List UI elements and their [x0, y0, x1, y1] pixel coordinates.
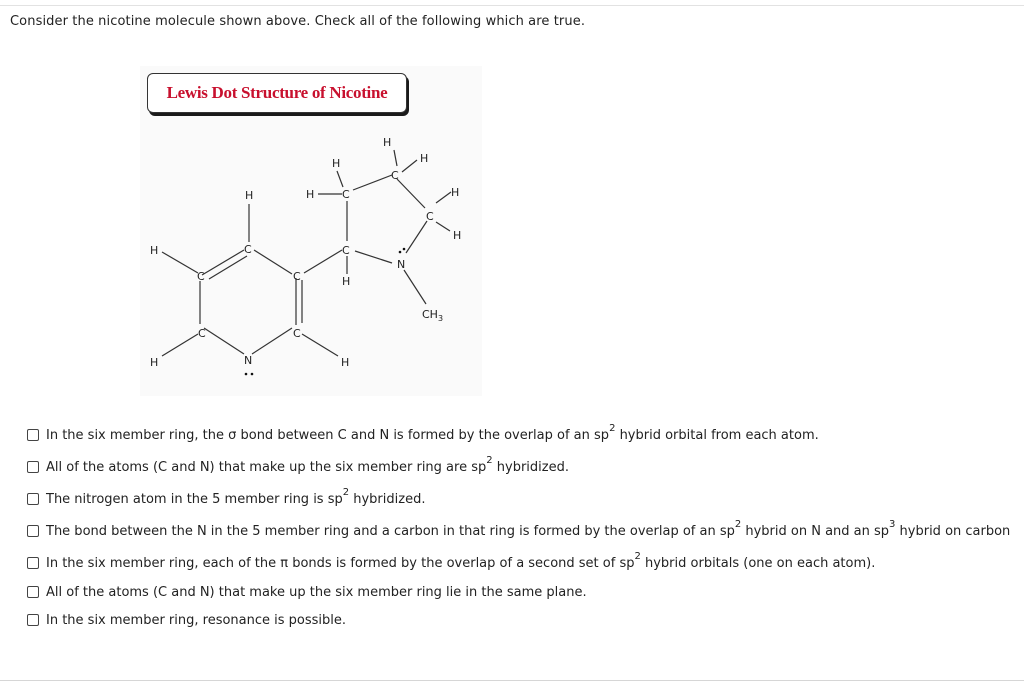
bond-c5-cpyr	[304, 250, 342, 273]
option-text-part: The bond between the N in the 5 member ring and a carbon in that ring is formed by the overlap of an sp	[46, 523, 735, 539]
bottom-divider	[0, 680, 1024, 681]
checkbox[interactable]	[27, 461, 39, 473]
atom-h-cpyr: H	[342, 275, 351, 288]
atom-h-c3: H	[150, 356, 159, 369]
option-sup: 2	[634, 551, 641, 563]
option-6[interactable]	[27, 581, 587, 603]
option-2[interactable]	[27, 456, 569, 478]
bond-c-h3	[436, 192, 451, 203]
atom-c2: C	[197, 270, 205, 283]
question-prompt: Consider the nicotine molecule shown above. Check all of the following which are true.	[10, 14, 586, 29]
atom-h-right-top: H	[451, 186, 460, 199]
option-sup: 3	[889, 519, 896, 531]
option-text	[46, 487, 426, 507]
nicotine-structure-diagram	[140, 66, 482, 396]
checkbox[interactable]	[27, 614, 39, 626]
bond-c-n5	[406, 221, 427, 253]
lone-pair-dot	[245, 373, 248, 376]
option-text-part: hybrid orbital from each atom.	[615, 427, 819, 443]
option-text-part: hybridized.	[349, 491, 426, 507]
option-1[interactable]	[27, 424, 819, 446]
bond-c3-h	[162, 334, 198, 356]
option-text	[46, 455, 569, 475]
atom-h-c2: H	[150, 244, 159, 257]
atom-h-apex-right: H	[420, 152, 429, 165]
lone-pair-dot	[399, 251, 402, 254]
option-text	[46, 423, 819, 443]
atom-h-right-bottom: H	[453, 229, 462, 242]
option-7[interactable]	[27, 609, 346, 631]
option-sup: 2	[486, 455, 493, 467]
top-divider	[0, 5, 1024, 6]
option-text	[46, 519, 1011, 539]
atom-h-top: H	[332, 157, 341, 170]
bond-c-cring	[353, 175, 392, 190]
option-sup: 2	[342, 487, 350, 499]
option-text-part: The nitrogen atom in the 5 member ring is sp	[46, 491, 343, 507]
atom-c3: C	[198, 327, 206, 340]
option-5[interactable]	[27, 552, 875, 574]
atom-c6: C	[244, 243, 252, 256]
figure-title-box	[147, 73, 407, 113]
atom-c-right: C	[426, 210, 434, 223]
checkbox[interactable]	[27, 525, 39, 537]
atom-c-apex: C	[391, 169, 399, 182]
option-3[interactable]	[27, 488, 425, 510]
lone-pair-dot	[403, 248, 406, 251]
option-text-part: All of the atoms (C and N) that make up the six member ring are sp	[46, 459, 487, 475]
figure-title: Lewis Dot Structure of Nicotine	[166, 83, 388, 102]
bond-c4-h	[302, 334, 338, 356]
option-text	[46, 551, 876, 571]
lone-pair-dot	[251, 373, 254, 376]
option-text-part: In the six member ring, each of the π bonds is formed by the overlap of a second set of sp	[46, 555, 635, 571]
atom-n-ring6: N	[244, 354, 253, 367]
atom-c4: C	[293, 327, 301, 340]
bond-c3-n	[204, 328, 244, 354]
bond-n-c4	[252, 328, 292, 354]
bond-c-h-top	[337, 171, 343, 187]
atom-methyl	[422, 308, 443, 323]
atom-h-apex: H	[383, 136, 392, 149]
bond-c5-c6	[254, 250, 292, 274]
checkbox[interactable]	[27, 586, 39, 598]
atom-n-ring5: N	[397, 258, 406, 271]
option-4[interactable]	[27, 520, 1010, 542]
atom-h-c6: H	[245, 189, 254, 202]
option-text: All of the atoms (C and N) that make up the six member ring lie in the same plane.	[46, 584, 587, 600]
methyl-subscript: 3	[437, 314, 444, 323]
atom-c5: C	[293, 270, 301, 283]
checkbox[interactable]	[27, 493, 39, 505]
bond-cring-c	[397, 179, 425, 208]
checkbox[interactable]	[27, 429, 39, 441]
option-sup: 2	[609, 423, 616, 435]
nicotine-figure	[140, 66, 482, 396]
atom-h-left: H	[306, 188, 315, 201]
bond-cpyr-n5	[355, 251, 392, 263]
methyl-main: CH	[422, 308, 438, 321]
bond-cring-h2	[402, 160, 417, 172]
atom-c-ch: C	[342, 188, 350, 201]
option-text: In the six member ring, resonance is possible.	[46, 612, 347, 628]
bond-n5-ch3	[404, 270, 426, 304]
option-text-part: hybrid on N and an sp	[741, 523, 890, 539]
atom-c-pyr: C	[342, 244, 350, 257]
option-text-part: hybrid on carbon	[895, 523, 1011, 539]
atom-h-c4: H	[341, 356, 350, 369]
option-text-part: In the six member ring, the σ bond between C and N is formed by the overlap of an sp	[46, 427, 610, 443]
option-text-part: hybrid orbitals (one on each atom).	[640, 555, 876, 571]
bond-c2-h	[162, 252, 198, 273]
bond-n1-c2	[202, 250, 244, 275]
checkbox[interactable]	[27, 557, 39, 569]
option-sup: 2	[734, 519, 742, 531]
option-text-part: hybridized.	[492, 459, 569, 475]
bond-cring-h	[394, 150, 397, 166]
bond-c-h4	[436, 222, 450, 231]
